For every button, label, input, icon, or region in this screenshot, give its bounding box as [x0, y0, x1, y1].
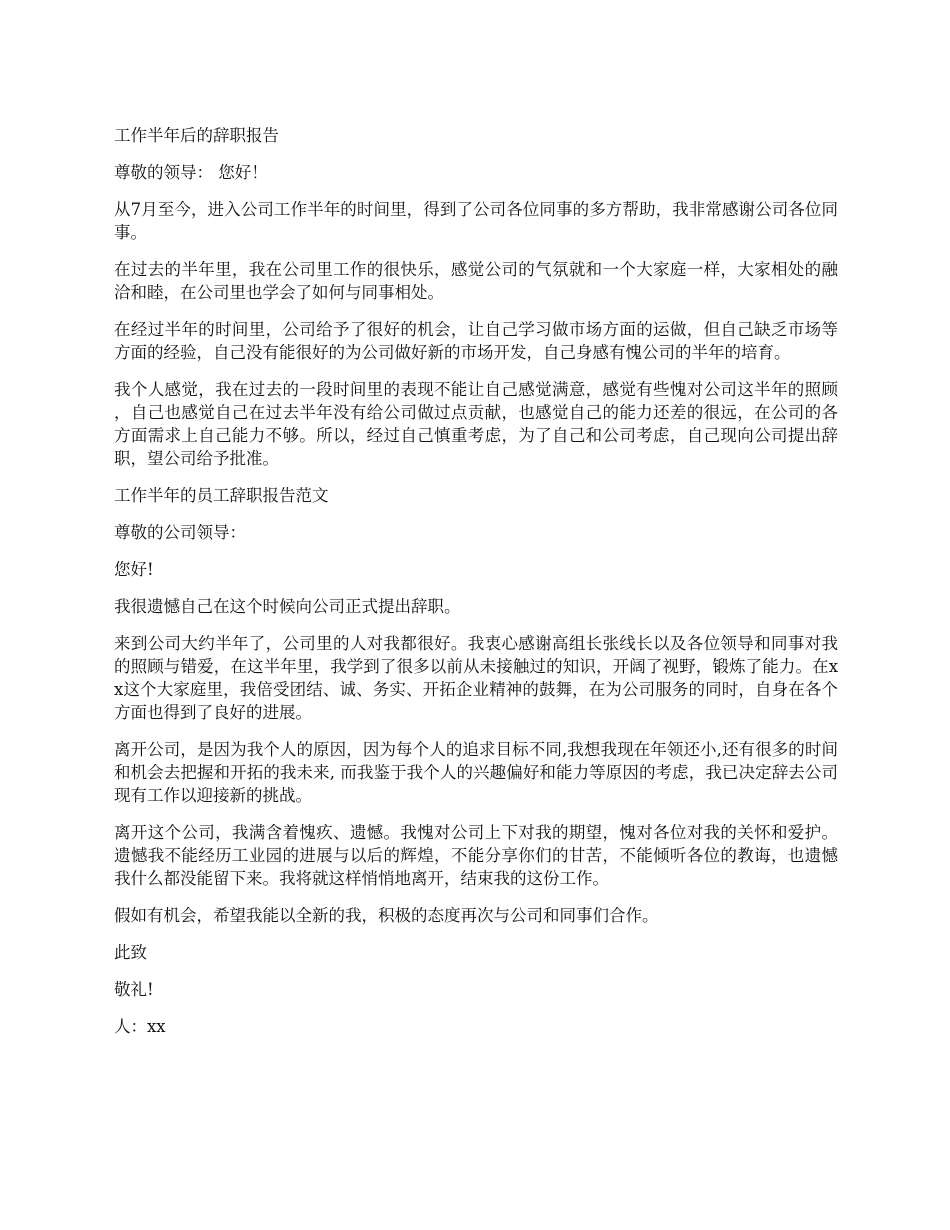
salutation: 尊敬的领导： 您好！ [114, 163, 268, 182]
closing-regards: 敬礼! [114, 980, 154, 999]
paragraph: 在过去的半年里，我在公司里工作的很快乐，感觉公司的气氛就和一个大家庭一样，大家相处的融洽和睦，在公司里也学会了如何与同事相处。 [114, 260, 838, 302]
paragraph: 在经过半年的时间里，公司给予了很好的机会，让自己学习做市场方面的运做，但自己缺乏市场等方面的经验，自己没有能很好的为公司做好新的市场开发，自己身感有愧公司的半年的培育。 [114, 320, 838, 362]
paragraph: 从7月至今，进入公司工作半年的时间里，得到了公司各位同事的多方帮助，我非常感谢公司各位同事。 [114, 200, 838, 242]
closing: 此致 [114, 943, 147, 962]
paragraph: 我很遗憾自己在这个时候向公司正式提出辞职。 [114, 597, 461, 616]
paragraph: 我个人感觉，我在过去的一段时间里的表现不能让自己感觉满意，感觉有些愧对公司这半年的照顾，自己也感觉自己在过去半年没有给公司做过点贡献，也感觉自己的能力还差的很远，在公司的各方面需求上自己能力不够。所以，经过自己慎重考虑，为了自己和公司考虑，自己现向公司提出辞职，望公司给予批准。 [114, 380, 838, 468]
section-title: 工作半年的员工辞职报告范文 [114, 486, 329, 505]
paragraph: 离开这个公司，我满含着愧疚、遗憾。我愧对公司上下对我的期望，愧对各位对我的关怀和爱护。遗憾我不能经历工业园的进展与以后的辉煌，不能分享你们的甘苦，不能倾听各位的教诲，也遗憾我什么都没能留下来。我将就这样悄悄地离开，结束我的这份工作。 [114, 823, 838, 888]
document-title: 工作半年后的辞职报告 [114, 126, 279, 145]
greeting: 您好! [114, 560, 154, 579]
document-body [114, 124, 838, 1052]
paragraph: 来到公司大约半年了，公司里的人对我都很好。我衷心感谢高组长张线长以及各位领导和同事对我的照顾与错爱，在这半年里，我学到了很多以前从未接触过的知识，开阔了视野，锻炼了能力。在xx这个大家庭里，我倍受团结、诚、务实、开拓企业精神的鼓舞，在为公司服务的同时，自身在各个方面也得到了良好的进展。 [114, 634, 838, 722]
paragraph: 假如有机会，希望我能以全新的我，积极的态度再次与公司和同事们合作。 [114, 906, 659, 925]
salutation: 尊敬的公司领导： [114, 523, 246, 542]
signature: 人：xx [114, 1017, 166, 1036]
paragraph: 离开公司，是因为我个人的原因，因为每个人的追求目标不同,我想我现在年领还小,还有很多的时间和机会去把握和开拓的我未来, 而我鉴于我个人的兴趣偏好和能力等原因的考虑，我已决定辞去公司现有工作以迎接新的挑战。 [114, 740, 838, 805]
